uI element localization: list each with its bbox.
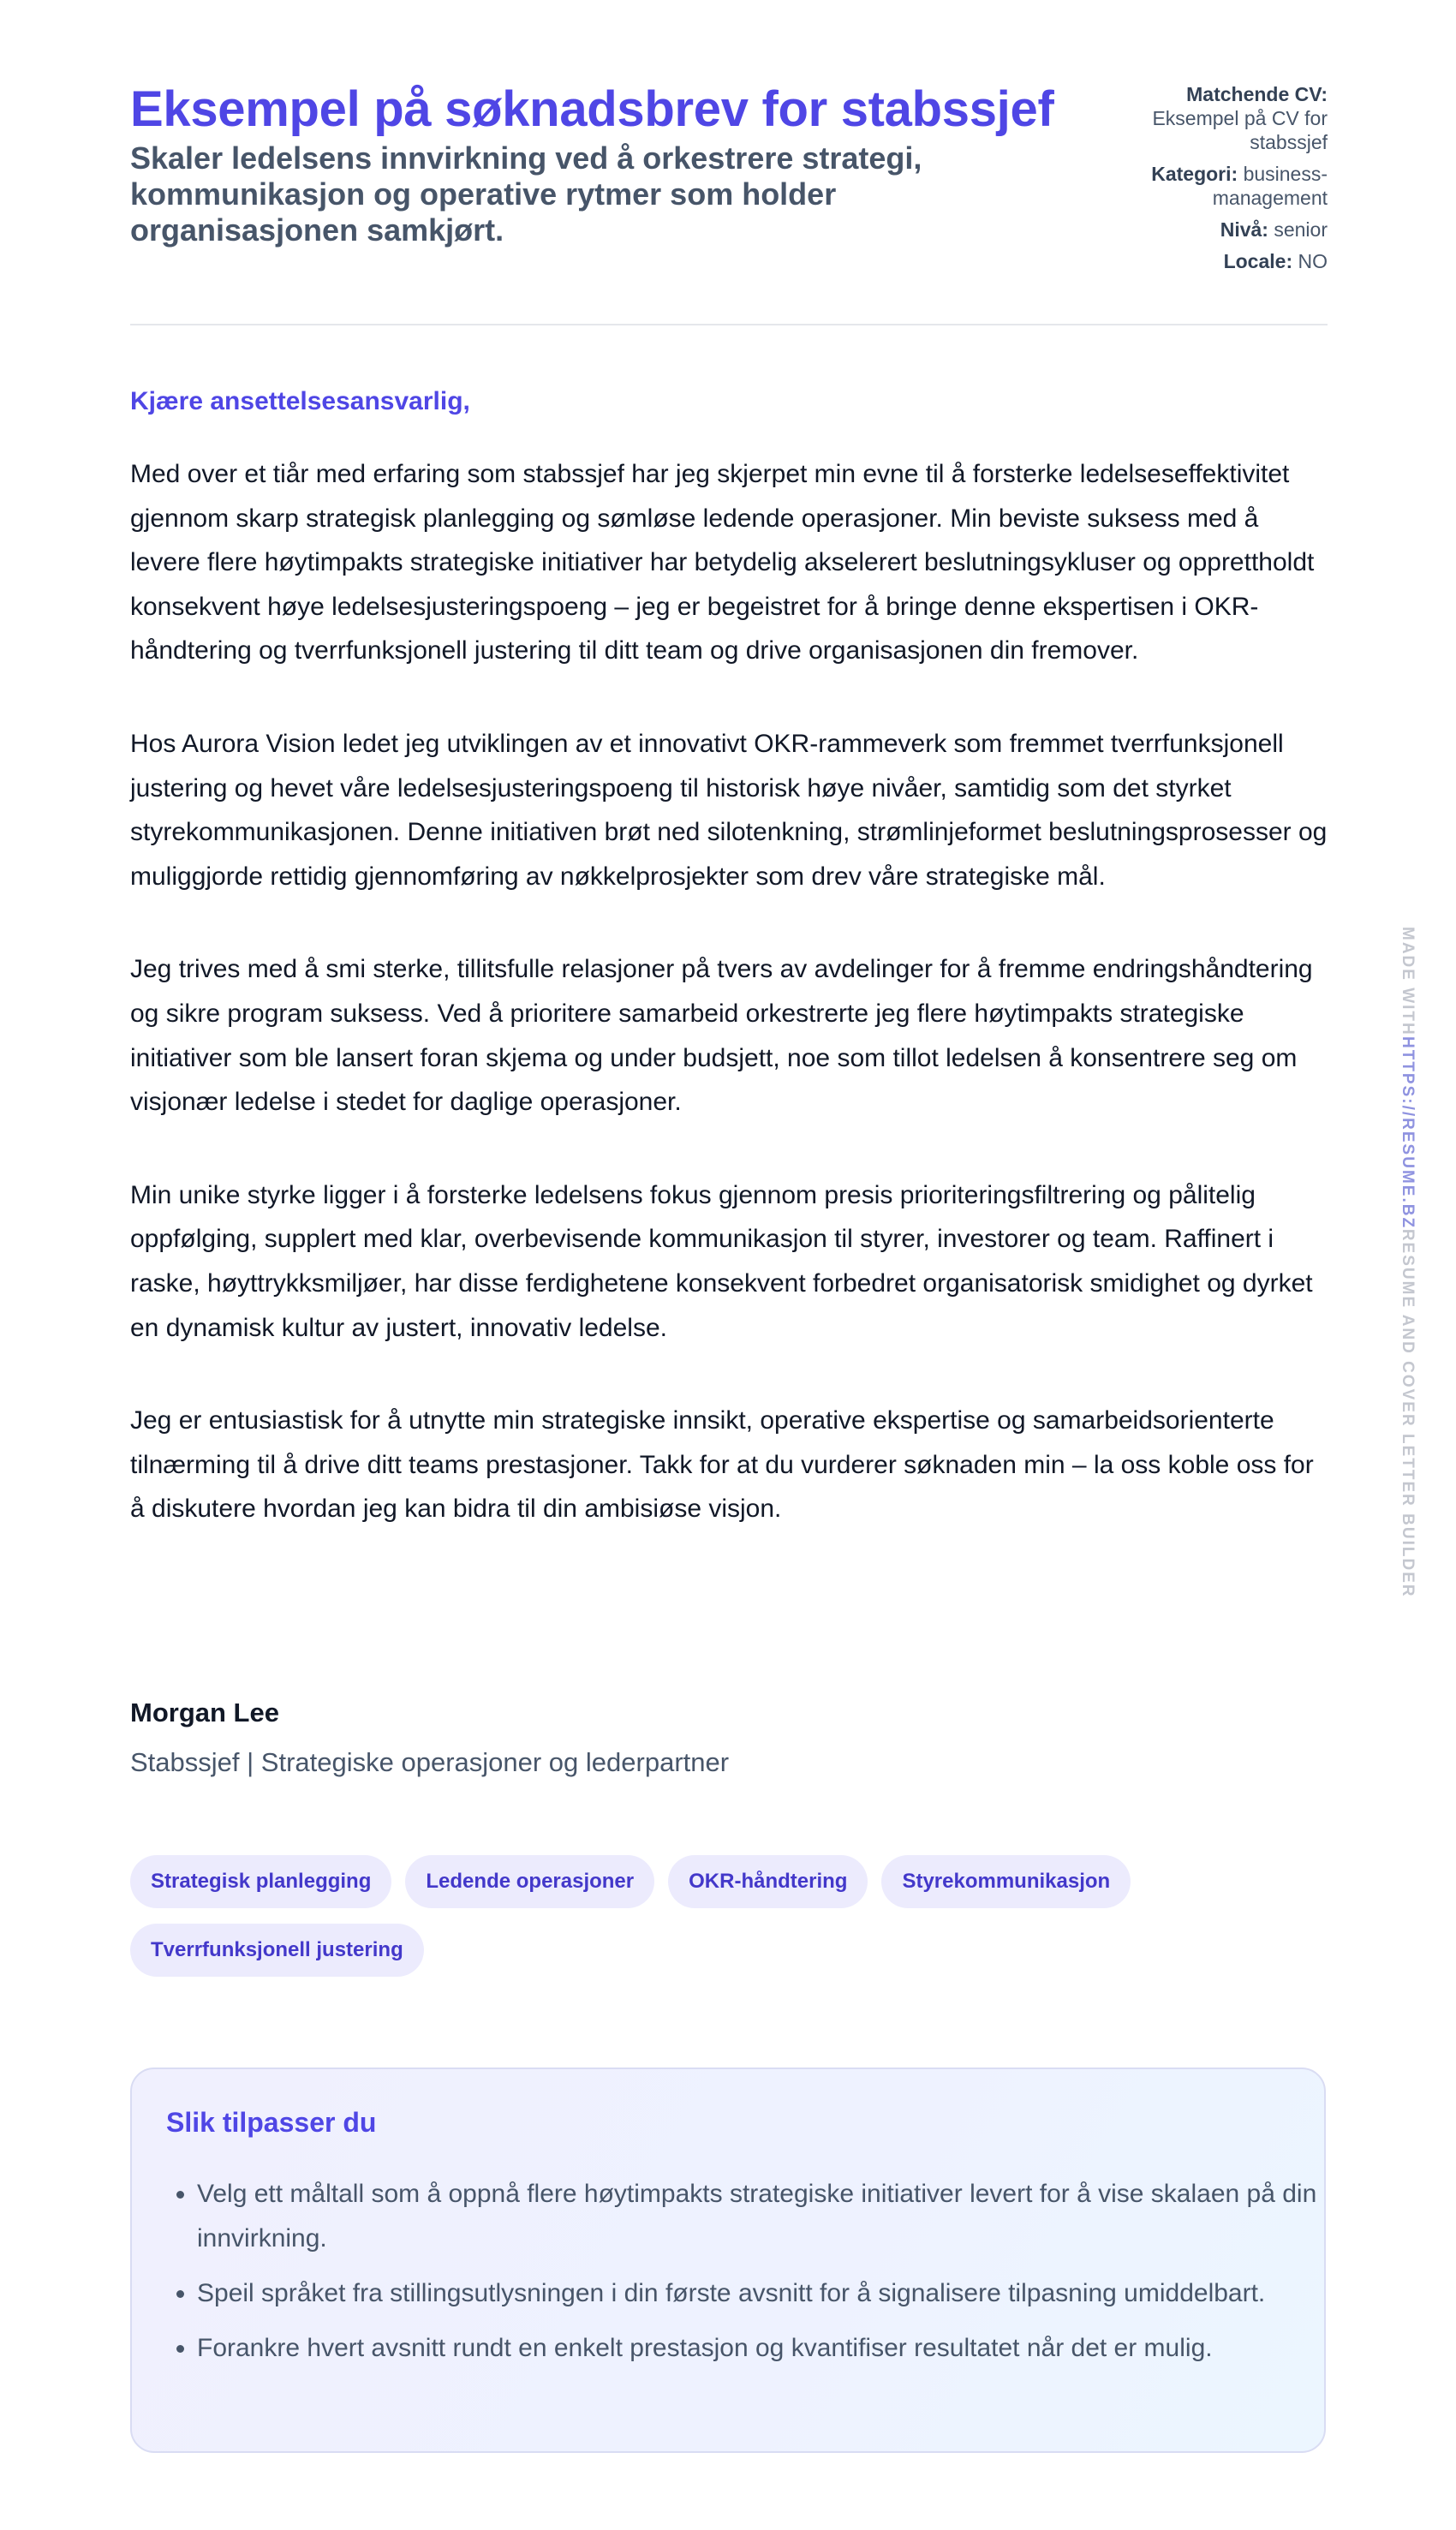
made-with-watermark <box>1398 927 1417 1598</box>
letter-paragraph: Jeg er entusiastisk for å utnytte min strategiske innsikt, operative ekspertise og samarbeidsorienterte tilnærming til å drive ditt teams prestasjoner. Takk for at du vurderer søknaden min – la oss koble oss for å diskutere hvordan jeg kan bidra til din ambisiøse visjon. <box>130 1406 1314 1524</box>
meta-level <box>1105 218 1328 242</box>
watermark-link[interactable]: HTTPS://RESUME.BZ <box>1399 1035 1417 1229</box>
meta-locale-label: Locale: <box>1223 250 1293 272</box>
meta-level-label: Nivå: <box>1220 218 1268 241</box>
tip-item: • Forankre hvert avsnitt rundt en enkelt prestasjon og kvantifiser resultatet når det er mulig. <box>197 2326 1319 2371</box>
meta-panel <box>1105 82 1328 281</box>
letter-body <box>130 452 1328 1580</box>
meta-category-label: Kategori: <box>1151 163 1238 185</box>
meta-category <box>1105 162 1328 210</box>
customize-tips-box <box>130 2068 1326 2453</box>
skill-tags <box>130 1855 1328 1977</box>
letter-greeting: Kjære ansettelsesansvarlig, <box>130 387 470 415</box>
watermark-prefix: MADE WITH <box>1399 927 1417 1036</box>
signature-role: Stabssjef | Strategiske operasjoner og lederpartner <box>130 1747 730 1777</box>
tip-item: • Velg ett måltall som å oppnå flere høytimpakts strategiske initiativer levert for å vise skalaen på din innvirkning. <box>197 2172 1319 2261</box>
meta-cv-label: Matchende CV: <box>1186 83 1328 105</box>
tip-item: • Speil språket fra stillingsutlysningen i din første avsnitt for å signalisere tilpasning umiddelbart. <box>197 2271 1319 2316</box>
skill-tag: Strategisk planlegging <box>130 1855 391 1908</box>
tips-list <box>166 2172 1319 2381</box>
meta-cv <box>1105 82 1328 154</box>
watermark-suffix: RESUME AND COVER LETTER BUILDER <box>1399 1228 1417 1598</box>
signature-name: Morgan Lee <box>130 1698 279 1727</box>
page-title: Eksempel på søknadsbrev for stabssjef <box>130 81 1054 137</box>
letter-paragraph: Hos Aurora Vision ledet jeg utviklingen av et innovativt OKR-rammeverk som fremmet tverrfunksjonell justering og hevet våre ledelsesjusteringspoeng til historisk høye nivåer, samtidig som det styrket styrekommunikasjonen. Denne initiativen brøt ned silotenkning, strømlinjeformet beslutningsprosesser og muliggjorde rettidig gjennomføring av nøkkelprosjekter som drev våre strategiske mål. <box>130 729 1328 891</box>
meta-locale <box>1105 249 1328 273</box>
page-subtitle: Skaler ledelsens innvirkning ved å orkestrere strategi, kommunikasjon og operative rytmer som holder organisasjonen samkjørt. <box>130 140 922 248</box>
letter-paragraph: Jeg trives med å smi sterke, tillitsfulle relasjoner på tvers av avdelinger for å fremme endringshåndtering og sikre program suksess. Ved å prioritere samarbeid orkestrerte jeg flere høytimpakts strategiske initiativer som ble lansert foran skjema og under budsjett, noe som tillot ledelsen å konsentrere seg om visjonær ledelse i stedet for daglige operasjoner. <box>130 955 1313 1117</box>
skill-tag: Ledende operasjoner <box>405 1855 654 1908</box>
cover-letter-page <box>130 0 1328 2362</box>
letter-paragraph: Med over et tiår med erfaring som stabssjef har jeg skjerpet min evne til å forsterke ledelseseffektivitet gjennom skarp strategisk planlegging og sømløse ledende operasjoner. Min beviste suksess med å levere flere høytimpakts strategiske initiativer har betydelig akselerert beslutningsykluser og opprettholdt konsekvent høye ledelsesjusteringspoeng – jeg er begeistret for å bringe denne ekspertisen i OKR-håndtering og tverrfunksjonell justering til ditt team og drive organisasjonen din fremover. <box>130 460 1315 665</box>
meta-category-value: business-management <box>1212 163 1328 209</box>
meta-locale-value: NO <box>1298 250 1328 272</box>
header-divider <box>130 324 1328 325</box>
skill-tag: Styrekommunikasjon <box>881 1855 1131 1908</box>
skill-tag: OKR-håndtering <box>668 1855 868 1908</box>
meta-cv-value: Eksempel på CV for stabssjef <box>1152 107 1328 153</box>
meta-level-value: senior <box>1274 218 1328 241</box>
page-header <box>130 0 1328 325</box>
skill-tag: Tverrfunksjonell justering <box>130 1924 424 1977</box>
letter-paragraph: Min unike styrke ligger i å forsterke ledelsens fokus gjennom presis prioriteringsfiltrering og pålitelig oppfølging, supplert med klar, overbevisende kommunikasjon til styrer, investorer og team. Raffinert i raske, høyttrykksmiljøer, har disse ferdighetene konsekvent forbedret organisatorisk smidighet og dyrket en dynamisk kultur av justert, innovativ ledelse. <box>130 1180 1313 1342</box>
tips-title: Slik tilpasser du <box>166 2107 377 2138</box>
